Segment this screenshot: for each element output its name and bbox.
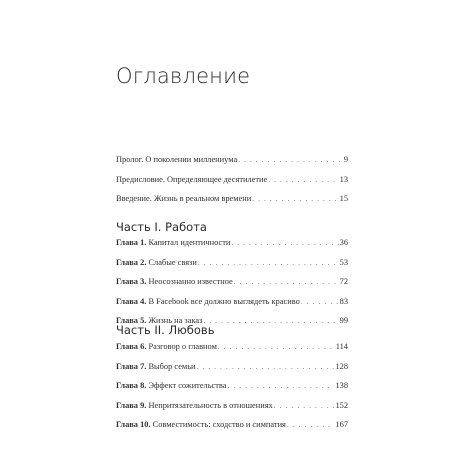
chapter-prefix: Глава 7.	[116, 361, 147, 371]
chapter-title: Капитал идентичности	[148, 238, 231, 247]
leader-dots	[203, 317, 338, 325]
chapter-prefix: Глава 2.	[116, 257, 147, 267]
part-heading-love: Часть II. Любовь	[116, 323, 215, 337]
entry-page: 13	[339, 174, 348, 184]
leader-dots	[301, 298, 339, 306]
toc-entry-prologue[interactable]	[116, 155, 348, 175]
chapter-title: Непритязательность в отношениях	[148, 400, 273, 410]
entry-page: 167	[335, 420, 348, 429]
entry-page: 114	[335, 342, 348, 351]
chapter-prefix: Глава 9.	[116, 400, 147, 410]
entry-label	[116, 381, 227, 390]
entry-page: 83	[339, 296, 348, 306]
page-title: Оглавление	[116, 64, 251, 88]
entry-page: 72	[339, 277, 348, 286]
entry-label	[116, 238, 230, 247]
entry-label	[116, 401, 273, 410]
entry-page: 15	[339, 194, 348, 203]
toc-entry-chapter-10[interactable]	[116, 420, 348, 440]
chapter-title: Эффект сожительства	[148, 381, 227, 390]
chapter-title: Разговор о главном	[148, 342, 217, 351]
entry-label	[116, 342, 217, 351]
entry-label	[116, 362, 196, 371]
part-2-chapters	[116, 342, 348, 440]
part-heading-work: Часть I. Работа	[116, 220, 207, 234]
leader-dots	[238, 156, 343, 164]
chapter-prefix: Глава 8.	[116, 381, 147, 390]
toc-entry-introduction[interactable]	[116, 194, 348, 214]
chapter-title: Совместимость: сходство и симпатия	[152, 420, 286, 429]
chapter-title: Жизнь на заказ	[148, 316, 203, 325]
entry-page: 36	[339, 238, 348, 247]
entry-page: 99	[339, 316, 348, 325]
toc-entry-chapter-9[interactable]	[116, 401, 348, 421]
toc-entry-chapter-1[interactable]	[116, 238, 348, 258]
leader-dots	[198, 259, 339, 267]
toc-entry-chapter-3[interactable]	[116, 277, 348, 297]
toc-entry-chapter-4[interactable]	[116, 297, 348, 317]
entry-page: 138	[335, 381, 348, 390]
entry-label: Пролог. О поколении миллениума	[116, 155, 238, 164]
chapter-prefix: Глава 4.	[116, 296, 147, 306]
entry-page: 53	[339, 257, 348, 267]
leader-dots	[234, 278, 339, 286]
entry-label	[116, 258, 197, 267]
toc-entry-chapter-7[interactable]	[116, 362, 348, 382]
entry-label: Предисловие. Определяющее десятилетие	[116, 174, 268, 184]
leader-dots	[274, 402, 335, 410]
chapter-prefix: Глава 1.	[116, 238, 147, 247]
chapter-title: В Facebook все должно выглядеть красиво	[148, 296, 300, 306]
leader-dots	[218, 343, 335, 351]
chapter-title: Неосознанно известное	[148, 277, 233, 286]
toc-entry-chapter-2[interactable]	[116, 258, 348, 278]
entry-page: 128	[335, 361, 348, 371]
entry-page: 152	[335, 400, 348, 410]
leader-dots	[197, 363, 335, 371]
part-1-chapters	[116, 238, 348, 336]
intro-list	[116, 155, 348, 214]
entry-label	[116, 297, 300, 306]
toc-entry-chapter-6[interactable]	[116, 342, 348, 362]
chapter-prefix: Глава 5.	[116, 316, 147, 325]
entry-label	[116, 277, 233, 286]
leader-dots	[228, 382, 335, 390]
chapter-title: Выбор семьи	[148, 361, 196, 371]
chapter-prefix: Глава 6.	[116, 342, 147, 351]
entry-page: 9	[343, 155, 348, 164]
chapter-prefix: Глава 10.	[116, 420, 151, 429]
chapter-prefix: Глава 3.	[116, 277, 147, 286]
leader-dots	[231, 239, 338, 247]
entry-label: Введение. Жизнь в реальном времени	[116, 194, 252, 203]
leader-dots	[287, 421, 335, 429]
toc-entry-chapter-8[interactable]	[116, 381, 348, 401]
leader-dots	[252, 195, 338, 203]
entry-label	[116, 420, 286, 429]
chapter-title: Слабые связи	[148, 257, 197, 267]
toc-entry-foreword[interactable]	[116, 175, 348, 195]
leader-dots	[268, 176, 338, 184]
